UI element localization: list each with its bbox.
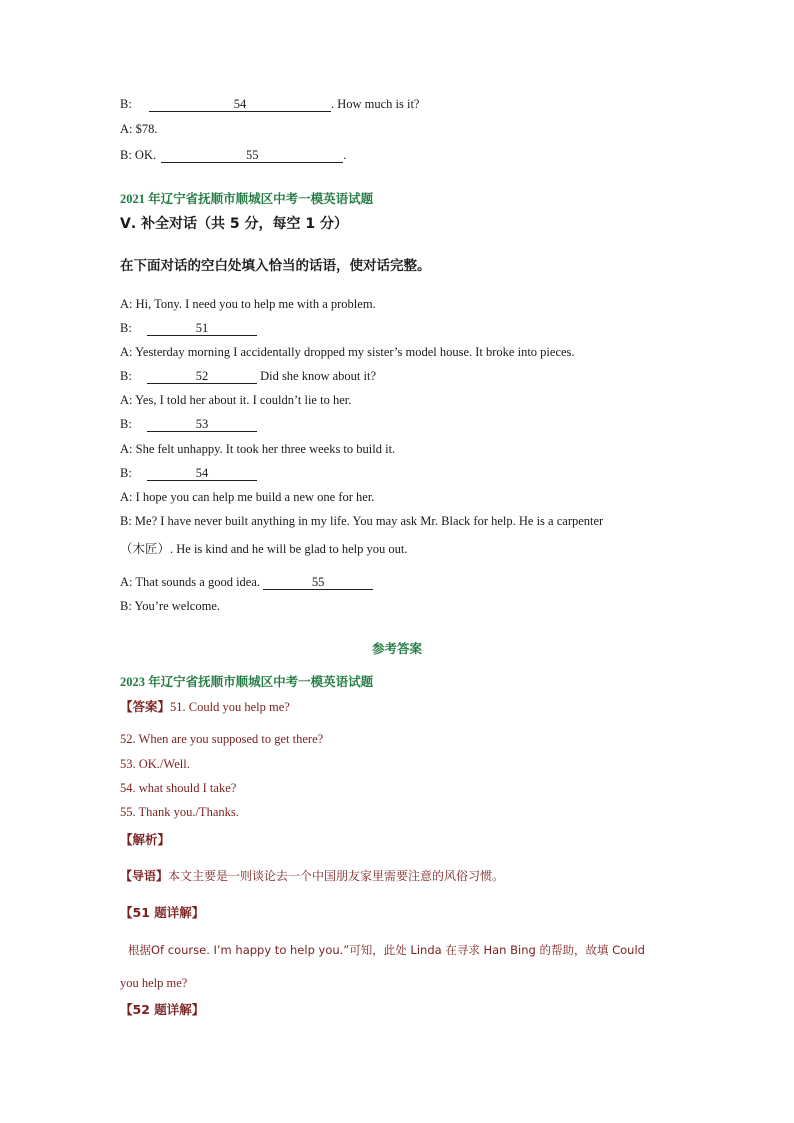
q51-explanation-cont: you help me? <box>120 976 188 990</box>
dialog-text: . <box>343 148 347 162</box>
analysis-label: 【解析】 <box>120 832 171 847</box>
dialog-line: A: Hi, Tony. I need you to help me with a problem. <box>120 297 376 311</box>
blank-number: 51 <box>195 321 209 335</box>
dialog-line: B: Me? I have never built anything in my life. You may ask Mr. Black for help. He is a carpenter <box>120 514 604 528</box>
dialog-line <box>120 574 373 590</box>
exam-title-2023 <box>120 674 373 690</box>
answer-blank-53 <box>147 418 257 432</box>
dialog-line: A: I hope you can help me build a new one for her. <box>120 490 375 504</box>
dialog-line: A: Yesterday morning I accidentally dropped my sister’s model house. It broke into pieces. <box>120 345 575 359</box>
answer-blank-52 <box>147 370 257 384</box>
dialog-line: B: You’re welcome. <box>120 599 220 613</box>
blank-number: 55 <box>311 575 325 589</box>
answer-blank-51 <box>147 322 257 336</box>
exam-title-text: 年辽宁省抚顺市顺城区中考一模英语试题 <box>145 192 374 206</box>
answer-label: 【答案】 <box>120 699 171 714</box>
answer-line <box>120 699 290 715</box>
part-heading: Ⅴ. 补全对话（共 5 分，每空 1 分） <box>120 216 349 232</box>
answer-blank-55 <box>161 149 343 163</box>
blank-number: 55 <box>246 148 259 162</box>
dialog-line-b54 <box>120 96 419 112</box>
dialog-line-b55 <box>120 147 346 163</box>
instruction: 在下面对话的空白处填入恰当的话语，使对话完整。 <box>120 258 431 274</box>
answer-blank-54b <box>147 467 257 481</box>
blank-number: 54 <box>195 466 209 480</box>
speaker-label: B: <box>120 466 132 480</box>
speaker-label: B: <box>120 321 132 335</box>
answer-item: 53. OK./Well. <box>120 757 190 771</box>
dialog-line: A: She felt unhappy. It took her three weeks to build it. <box>120 442 396 456</box>
dialog-line: A: Yes, I told her about it. I couldn’t lie to her. <box>120 393 352 407</box>
speaker-label: B: <box>120 369 132 383</box>
dialog-text: B: OK. <box>120 148 157 162</box>
blank-number: 52 <box>195 369 209 383</box>
answers-heading: 参考答案 <box>371 642 422 656</box>
blank-number: 53 <box>195 417 209 431</box>
dialog-text: A: That sounds a good idea. <box>120 575 264 589</box>
q51-explanation: 根据Of course. I’m happy to help you.”可知，此处 Linda 在寻求 Han Bing 的帮助，故填 Could <box>128 943 645 957</box>
guide-text: 本文主要是一则谈论去一个中国朋友家里需要注意的风俗习惯。 <box>168 869 505 883</box>
exam-year: 2021 <box>120 192 145 206</box>
answer-item: 52. When are you supposed to get there? <box>120 732 324 746</box>
guide-label: 【导语】 <box>120 869 169 883</box>
q51-label: 【51 题详解】 <box>120 905 205 920</box>
speaker-label: B: <box>120 417 132 431</box>
dialog-line <box>120 368 376 384</box>
exam-title-2021 <box>120 191 373 207</box>
dialog-text: Did she know about it? <box>256 369 377 383</box>
answer-blank-54 <box>149 98 331 112</box>
speaker-label: B: <box>120 97 132 111</box>
exam-year: 2023 <box>120 675 145 689</box>
q52-label: 【52 题详解】 <box>120 1002 205 1017</box>
dialog-line <box>120 320 257 336</box>
blank-number: 54 <box>233 97 247 111</box>
answer-item: 51. Could you help me? <box>170 700 290 714</box>
answer-blank-55b <box>263 576 373 590</box>
dialog-line-a-price: A: $78. <box>120 122 158 136</box>
dialog-line <box>120 416 257 432</box>
dialog-line: （木匠）. He is kind and he will be glad to help you out. <box>120 542 408 556</box>
guide-line <box>120 868 504 884</box>
answer-item: 54. what should I take? <box>120 781 237 795</box>
dialog-line <box>120 465 257 481</box>
dialog-text: . How much is it? <box>330 97 420 111</box>
exam-title-text: 年辽宁省抚顺市顺城区中考一模英语试题 <box>145 675 374 689</box>
answer-item: 55. Thank you./Thanks. <box>120 805 239 819</box>
